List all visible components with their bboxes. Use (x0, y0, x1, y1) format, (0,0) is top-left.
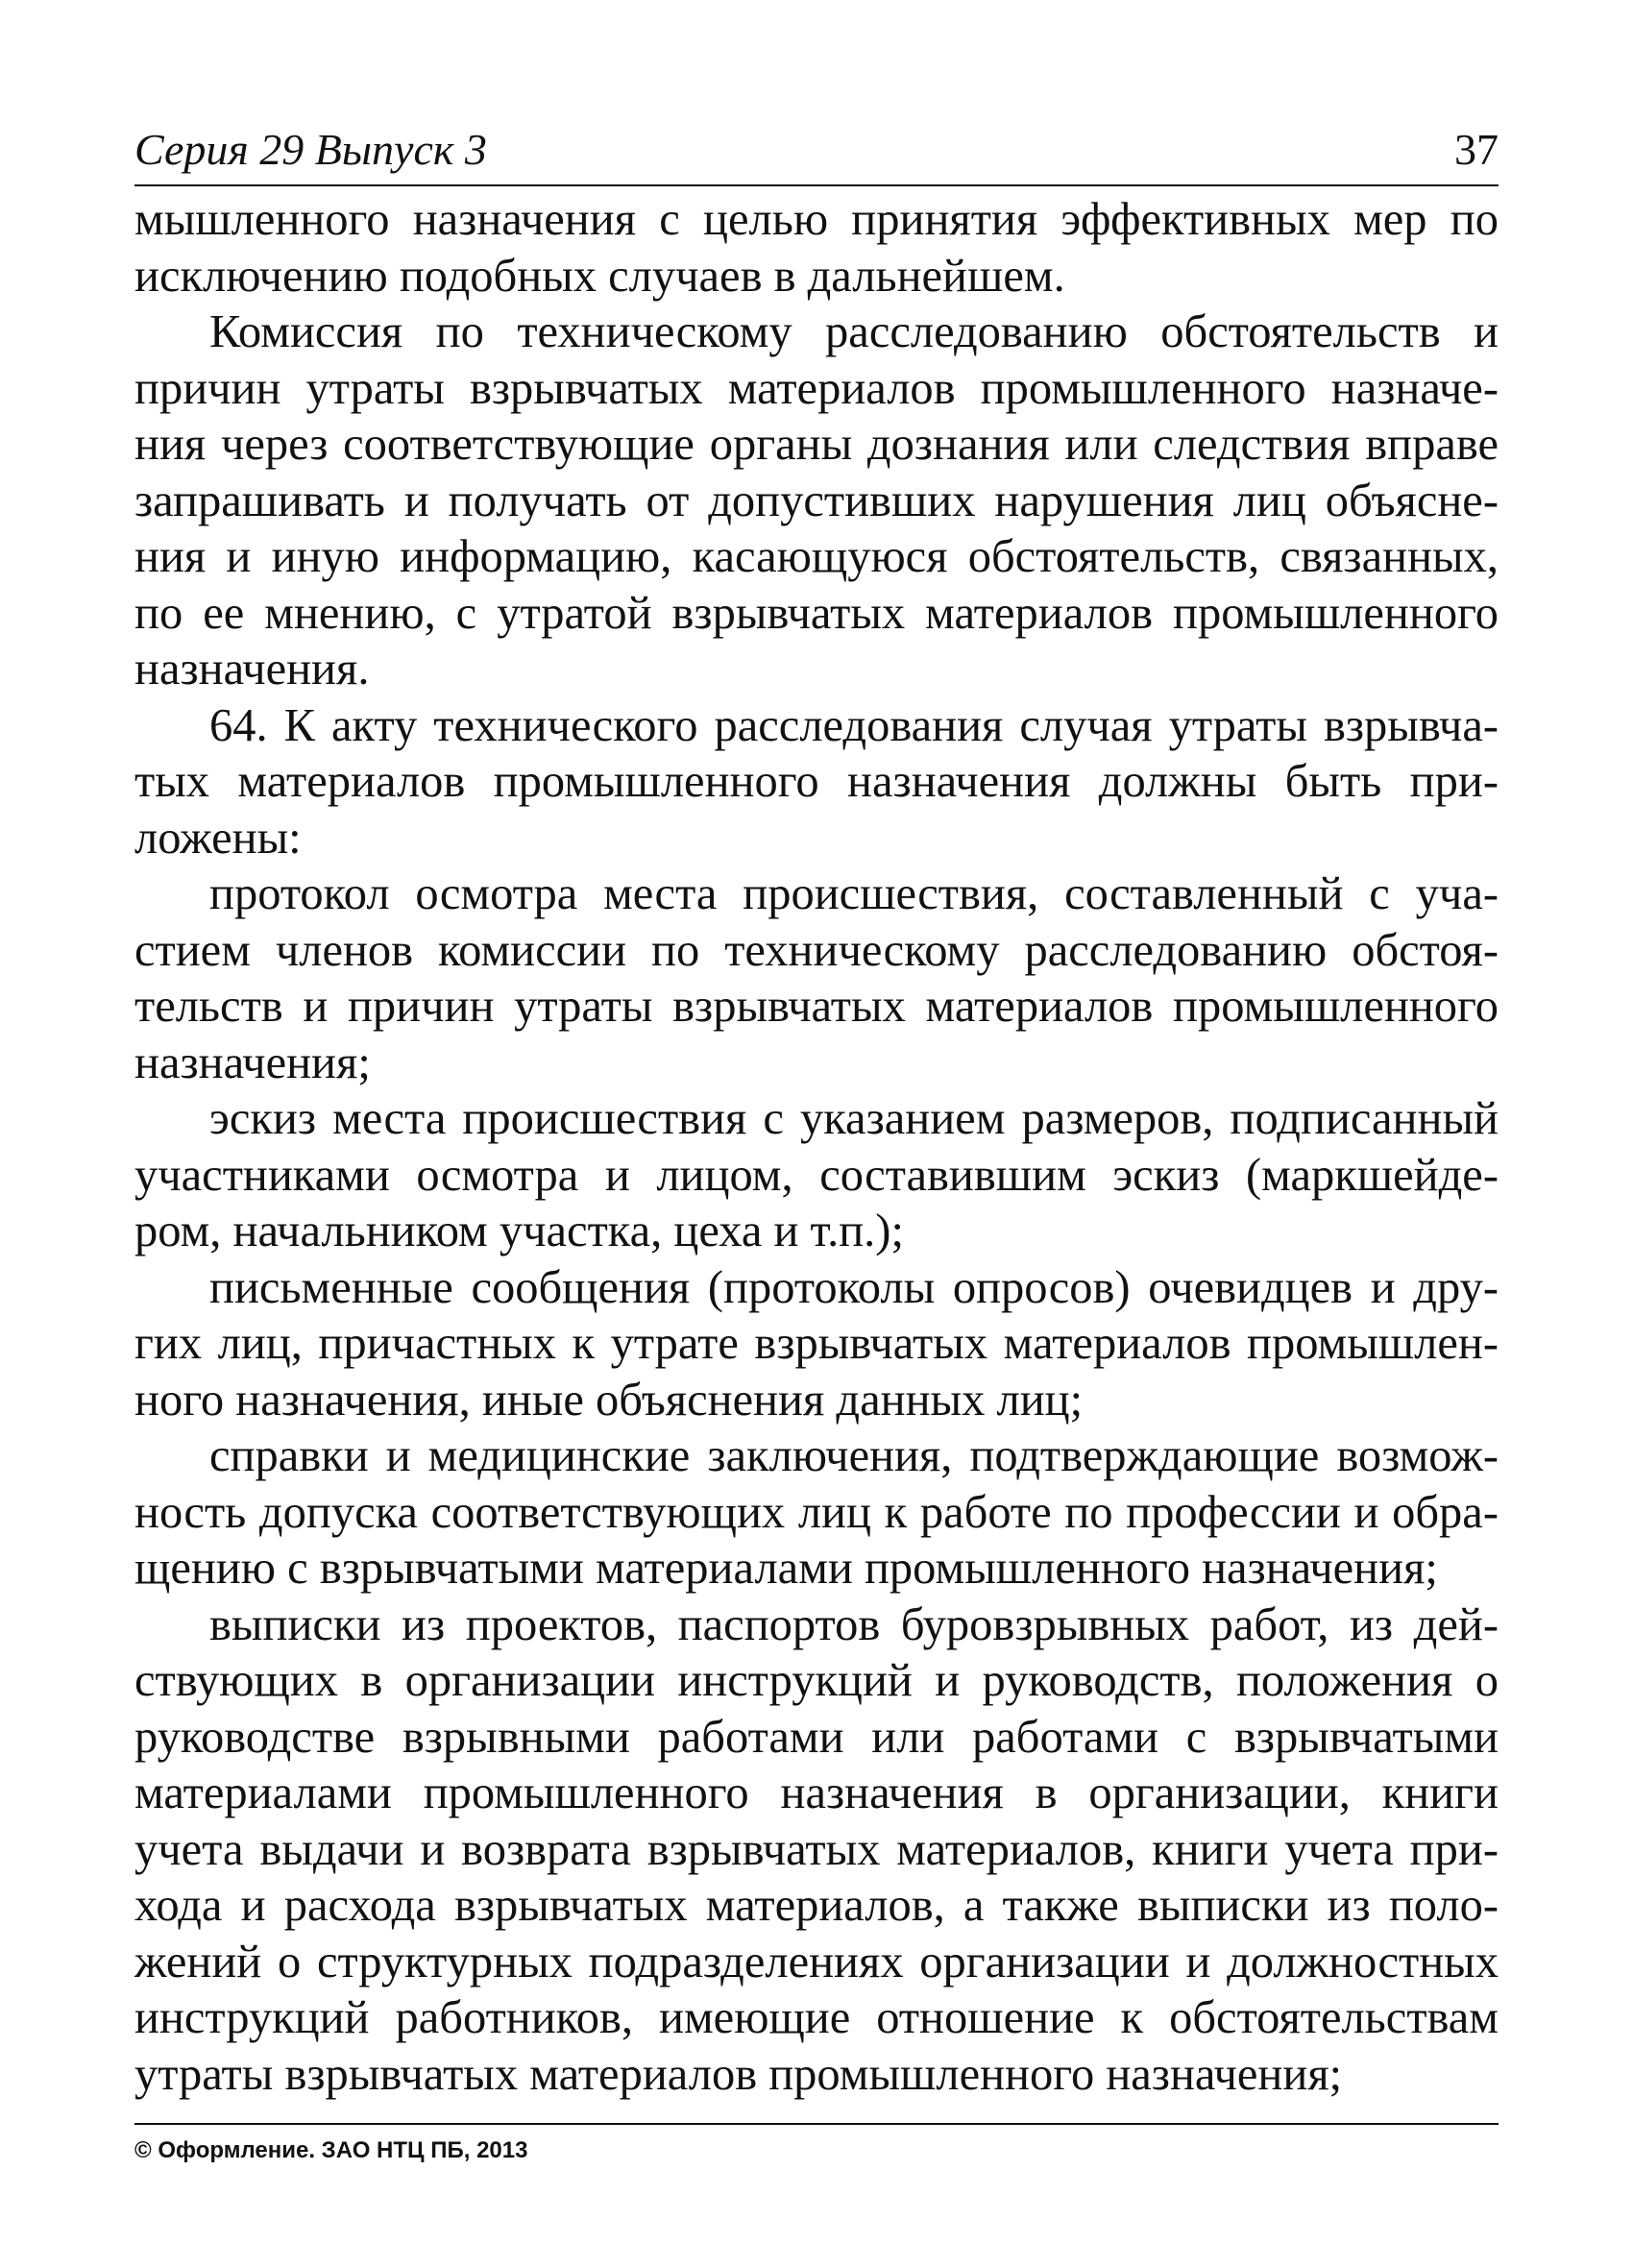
text-line: ром, начальником участка, цеха и т.п.); (134, 1206, 904, 1256)
text-line: стием членов комиссии по техническому расследованию обстоя- (134, 924, 1499, 976)
text-line: гих лиц, причастных к утрате взрывчатых материалов промышлен- (134, 1318, 1499, 1369)
paragraph (134, 866, 1499, 1091)
page-number: 37 (1454, 125, 1499, 174)
running-header (134, 117, 1499, 186)
text-line: исключению подобных случаев в дальнейшем. (134, 250, 1065, 302)
text-line: утраты взрывчатых материалов промышленного назначения; (134, 2048, 1343, 2100)
text-line: мышленного назначения с целью принятия эффективных мер по (134, 194, 1499, 245)
paragraph (134, 1428, 1499, 1597)
book-page (134, 117, 1499, 2163)
text-line: хода и расхода взрывчатых материалов, а также выписки из поло- (134, 1880, 1499, 1931)
text-line: руководстве взрывными работами или работами с взрывчатыми (134, 1711, 1499, 1763)
text-line: материалами промышленного назначения в организации, книги (134, 1768, 1499, 1818)
text-line: по ее мнению, с утратой взрывчатых материалов промышленного (134, 587, 1499, 639)
text-line: учета выдачи и возврата взрывчатых материалов, книги учета при- (134, 1823, 1499, 1875)
series-issue-title: Серия 29 Выпуск 3 (134, 125, 487, 174)
paragraph (134, 698, 1499, 867)
paragraph (134, 1597, 1499, 2104)
copyright-notice: © Оформление. ЗАО НТЦ ПБ, 2013 (134, 2137, 528, 2163)
text-line: тых материалов промышленного назначения должны быть при- (134, 756, 1499, 807)
text-line: 64. К акту технического расследования случая утраты взрывча- (209, 699, 1499, 751)
text-line: запрашивать и получать от допустивших нарушения лиц объясне- (134, 475, 1499, 526)
body-text (134, 192, 1499, 2103)
text-line: протокол осмотра места происшествия, составленный с уча- (209, 868, 1499, 919)
text-line: эскиз места происшествия с указанием размеров, подписанный (209, 1093, 1499, 1144)
page-footer (134, 2123, 1499, 2165)
text-line: ния через соответствующие органы дознания или следствия вправе (134, 419, 1499, 470)
paragraph (134, 305, 1499, 698)
text-line: Комиссия по техническому расследованию обстоятельств и (209, 306, 1499, 357)
text-line: ния и иную информацию, касающуюся обстоятельств, связанных, (134, 531, 1499, 582)
text-line: ность допуска соответствующих лиц к работе по профессии и обра- (134, 1486, 1499, 1538)
paragraph (134, 1260, 1499, 1429)
text-line: ложены: (134, 812, 302, 864)
paragraph (134, 1091, 1499, 1260)
text-line: справки и медицинские заключения, подтверждающие возмож- (209, 1430, 1499, 1481)
text-line: тельств и причин утраты взрывчатых материалов промышленного (134, 981, 1499, 1032)
text-line: ного назначения, иные объяснения данных лиц; (134, 1374, 1084, 1426)
text-line: жений о структурных подразделениях организации и должностных (134, 1936, 1499, 1988)
text-line: инструкций работников, имеющие отношение к обстоятельствам (134, 1992, 1499, 2043)
text-line: участниками осмотра и лицом, составившим эскиз (маркшейде- (134, 1149, 1499, 1201)
text-line: ствующих в организации инструкций и руководств, положения о (134, 1655, 1499, 1706)
text-line: щению с взрывчатыми материалами промышленного назначения; (134, 1543, 1438, 1594)
text-line: назначения; (134, 1036, 371, 1088)
text-line: выписки из проектов, паспортов буровзрывных работ, из дей- (209, 1598, 1499, 1650)
text-line: назначения. (134, 644, 370, 695)
text-line: причин утраты взрывчатых материалов промышленного назначе- (134, 362, 1499, 414)
paragraph (134, 192, 1499, 305)
text-line: письменные сообщения (протоколы опросов) очевидцев и дру- (209, 1261, 1499, 1313)
